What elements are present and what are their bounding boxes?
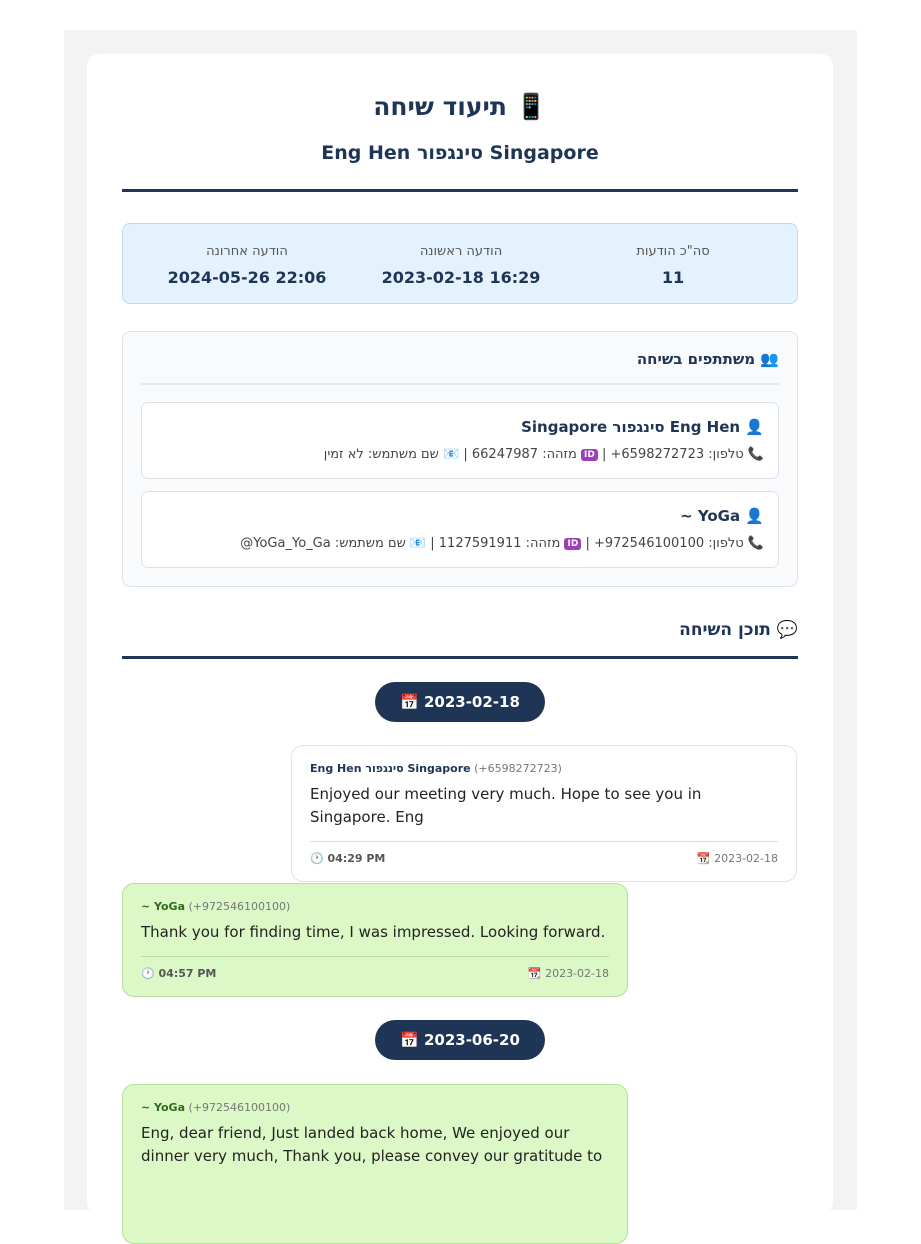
message-bubble xyxy=(122,883,628,997)
message-header xyxy=(310,762,778,775)
participants-heading: 👥 משתתפים בשיחה xyxy=(636,350,779,368)
message-text: Enjoyed our meeting very much. Hope to see you in Singapore. Eng xyxy=(310,785,702,826)
id-icon: ID xyxy=(581,449,598,461)
conversation-heading: 💬 תוכן השיחה xyxy=(679,620,798,640)
participant-id: 66247987 xyxy=(471,447,539,462)
message-bubble xyxy=(122,1084,628,1244)
message-footer xyxy=(141,956,609,996)
participant-username: @YoGa_Yo_Ga xyxy=(240,536,331,551)
message-sender: ~ YoGa xyxy=(141,1101,186,1114)
participant-details: 📞 טלפון: +972546100100 | ID מזהה: 1127591911 | 📧 שם משתמש: @YoGa_Yo_Ga xyxy=(240,536,764,551)
stats-panel xyxy=(122,223,798,304)
message-bubble xyxy=(291,745,797,882)
message-sender: Eng Hen סינגפור Singapore xyxy=(310,762,471,775)
date-separator: 📅 2023-06-20 xyxy=(375,1020,545,1060)
stat-value: 11 xyxy=(661,268,685,287)
stat-last-message xyxy=(137,244,357,287)
participant-username: לא זמין xyxy=(323,447,364,462)
participant-phone: +6598272723 xyxy=(610,447,705,462)
phone-label: 📞 טלפון: xyxy=(708,447,764,462)
stat-value: 2023-02-18 16:29 xyxy=(381,268,541,287)
participant-phone: +972546100100 xyxy=(593,536,705,551)
username-label: 📧 שם משתמש: xyxy=(334,536,427,551)
participant-card xyxy=(141,491,779,568)
stat-label: הודעה ראשונה xyxy=(419,244,503,259)
stat-label: הודעה אחרונה xyxy=(206,244,288,259)
id-label: מזהה: xyxy=(542,447,577,462)
page-title: 📱 תיעוד שיחה xyxy=(373,92,547,121)
message-date: 📆 2023-02-18 xyxy=(696,852,778,865)
participant-name: 👤 YoGa ~ xyxy=(680,507,764,525)
message-footer xyxy=(310,841,778,881)
participant-details: 📞 טלפון: +6598272723 | ID מזהה: 66247987 | 📧 שם משתמש: לא זמין xyxy=(323,447,764,462)
participant-name: 👤 Eng Hen סינגפור Singapore xyxy=(521,418,764,436)
message-header xyxy=(141,900,609,913)
message-sender: ~ YoGa xyxy=(141,900,186,913)
header-divider xyxy=(122,189,798,192)
participants-panel xyxy=(122,331,798,587)
stat-label: סה"כ הודעות xyxy=(636,244,710,259)
username-label: 📧 שם משתמש: xyxy=(367,447,460,462)
message-time: 🕐 04:57 PM xyxy=(141,967,217,980)
chat-document-card xyxy=(87,54,833,1214)
participant-card xyxy=(141,402,779,479)
participants-divider xyxy=(141,383,779,385)
date-separator: 📅 2023-02-18 xyxy=(375,682,545,722)
message-text: Eng, dear friend, Just landed back home, We enjoyed our dinner very much, Thank you, please convey our gratitude to xyxy=(141,1124,603,1165)
stat-first-message xyxy=(351,244,571,287)
message-text: Thank you for finding time, I was impressed. Looking forward. xyxy=(141,923,606,941)
id-icon: ID xyxy=(564,538,581,550)
stat-total-messages xyxy=(563,244,783,287)
conversation-divider xyxy=(122,656,798,659)
message-header xyxy=(141,1101,609,1114)
id-label: מזהה: xyxy=(525,536,561,551)
message-time: 🕐 04:29 PM xyxy=(310,852,386,865)
phone-label: 📞 טלפון: xyxy=(708,536,764,551)
message-sender-phone: (+972546100100) xyxy=(188,1101,291,1114)
message-sender-phone: (+972546100100) xyxy=(188,900,291,913)
chat-subtitle: Eng Hen סינגפור Singapore xyxy=(321,142,599,164)
message-sender-phone: (+6598272723) xyxy=(474,762,562,775)
message-date: 📆 2023-02-18 xyxy=(527,967,609,980)
participant-id: 1127591911 xyxy=(438,536,522,551)
stat-value: 2024-05-26 22:06 xyxy=(167,268,327,287)
